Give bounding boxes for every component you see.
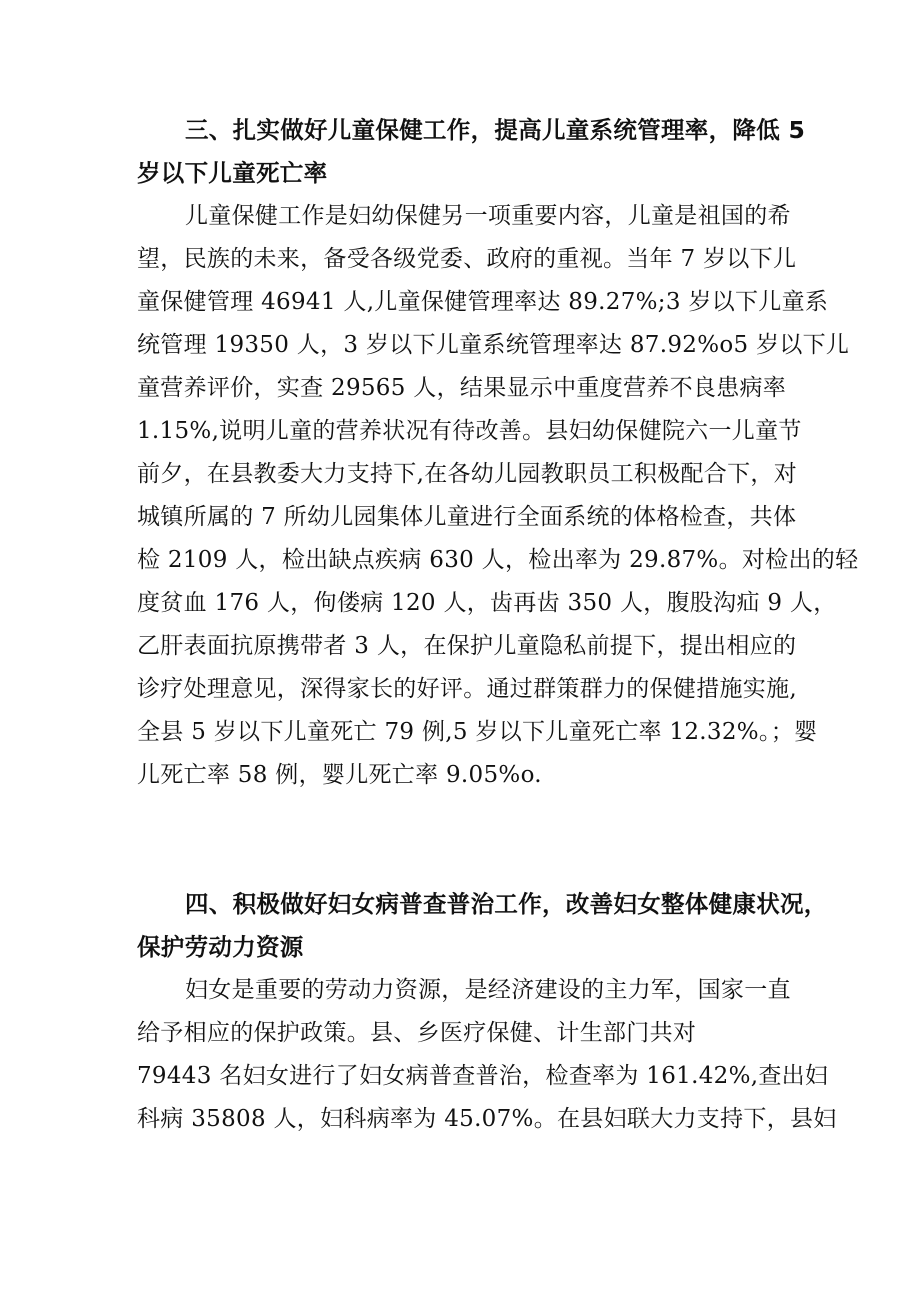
section-3-paragraph-line: 前夕，在县教委大力支持下,在各幼儿园教职员工积极配合下，对 xyxy=(137,461,798,487)
section-3-paragraph-line: 1.15%,说明儿童的营养状况有待改善。县妇幼保健院六一儿童节 xyxy=(137,418,802,444)
section-3-paragraph-line: 乙肝表面抗原携带者 3 人，在保护儿童隐私前提下，提出相应的 xyxy=(137,633,797,659)
section-3-paragraph-line: 检 2109 人，检出缺点疾病 630 人，检出率为 29.87%。对检出的轻 xyxy=(137,547,859,573)
section-3-heading-line-1: 三、扎实做好儿童保健工作，提高儿童系统管理率，降低 5 xyxy=(185,116,806,144)
section-3-paragraph-line: 诊疗处理意见，深得家长的好评。通过群策群力的保健措施实施, xyxy=(137,676,798,702)
section-3-paragraph-line: 儿死亡率 58 例，婴儿死亡率 9.05%o. xyxy=(137,762,542,788)
section-4-paragraph-line: 79443 名妇女进行了妇女病普查普治，检查率为 161.42%,查出妇 xyxy=(137,1063,829,1089)
section-4-heading-line-1: 四、积极做好妇女病普查普治工作，改善妇女整体健康状况， xyxy=(185,890,828,918)
section-4-paragraph-line: 妇女是重要的劳动力资源，是经济建设的主力军，国家一直 xyxy=(185,977,791,1003)
section-3-paragraph-line: 统管理 19350 人，3 岁以下儿童系统管理率达 87.92%o5 岁以下儿 xyxy=(137,332,850,358)
section-3-paragraph-line: 城镇所属的 7 所幼儿园集体儿童进行全面系统的体格检查，共体 xyxy=(137,504,797,530)
section-4-heading-line-2: 保护劳动力资源 xyxy=(137,933,304,961)
section-3-paragraph-line: 望，民族的未来，备受各级党委、政府的重视。当年 7 岁以下儿 xyxy=(137,246,797,272)
section-3-paragraph-line: 全县 5 岁以下儿童死亡 79 例,5 岁以下儿童死亡率 12.32%。；婴 xyxy=(137,719,818,745)
section-3-paragraph-line: 度贫血 176 人，佝偻病 120 人，齿再齿 350 人，腹股沟疝 9 人， xyxy=(137,590,837,616)
section-3-paragraph-line: 童保健管理 46941 人,儿童保健管理率达 89.27%;3 岁以下儿童系 xyxy=(137,289,829,315)
section-3-paragraph-line: 童营养评价，实查 29565 人，结果显示中重度营养不良患病率 xyxy=(137,375,787,401)
section-3-heading-line-2: 岁以下儿童死亡率 xyxy=(137,159,328,187)
section-4-paragraph-line: 给予相应的保护政策。县、乡医疗保健、计生部门共对 xyxy=(137,1020,697,1046)
section-4-paragraph-line: 科病 35808 人，妇科病率为 45.07%。在县妇联大力支持下，县妇 xyxy=(137,1106,837,1132)
section-3-paragraph-line: 儿童保健工作是妇幼保健另一项重要内容，儿童是祖国的希 xyxy=(185,203,791,229)
